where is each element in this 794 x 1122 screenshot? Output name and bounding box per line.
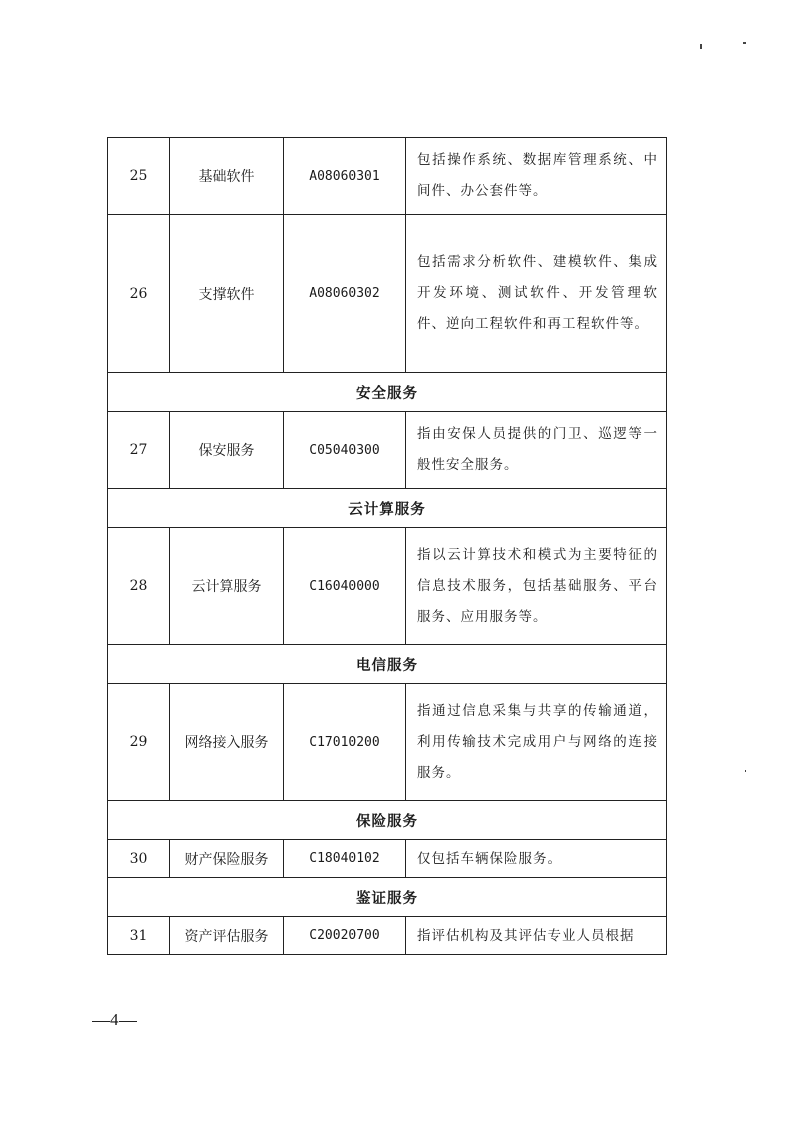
row-number: 29 (108, 684, 170, 801)
item-description: 包括操作系统、数据库管理系统、中间件、办公套件等。 (406, 138, 667, 215)
item-name: 云计算服务 (170, 528, 284, 645)
table-row (108, 684, 667, 801)
table-row (108, 412, 667, 489)
section-header-row (108, 878, 667, 917)
table-row (108, 138, 667, 215)
item-description: 包括需求分析软件、建模软件、集成开发环境、测试软件、开发管理软件、逆向工程软件和再工程软件等。 (406, 215, 667, 373)
item-code: C16040000 (284, 528, 406, 645)
item-name: 基础软件 (170, 138, 284, 215)
item-description: 指评估机构及其评估专业人员根据 (406, 917, 667, 955)
row-number: 25 (108, 138, 170, 215)
item-code: C18040102 (284, 840, 406, 878)
item-code: C17010200 (284, 684, 406, 801)
item-name: 支撑软件 (170, 215, 284, 373)
catalog-table (107, 137, 667, 955)
scan-speck (700, 44, 702, 49)
table-row (108, 840, 667, 878)
item-name: 网络接入服务 (170, 684, 284, 801)
section-header: 电信服务 (108, 645, 667, 684)
table-row (108, 215, 667, 373)
row-number: 26 (108, 215, 170, 373)
section-header-row (108, 645, 667, 684)
item-code: C05040300 (284, 412, 406, 489)
section-header: 保险服务 (108, 801, 667, 840)
item-description: 指通过信息采集与共享的传输通道，利用传输技术完成用户与网络的连接服务。 (406, 684, 667, 801)
item-description: 指由安保人员提供的门卫、巡逻等一般性安全服务。 (406, 412, 667, 489)
table-row (108, 917, 667, 955)
item-description: 指以云计算技术和模式为主要特征的信息技术服务，包括基础服务、平台服务、应用服务等。 (406, 528, 667, 645)
page-number (92, 1010, 137, 1030)
row-number: 28 (108, 528, 170, 645)
scan-speck (743, 42, 746, 44)
item-name: 财产保险服务 (170, 840, 284, 878)
dash-left (92, 1021, 110, 1022)
section-header-row (108, 489, 667, 528)
row-number: 31 (108, 917, 170, 955)
row-number: 30 (108, 840, 170, 878)
item-code: A08060301 (284, 138, 406, 215)
section-header: 鉴证服务 (108, 878, 667, 917)
item-code: C20020700 (284, 917, 406, 955)
table-row (108, 528, 667, 645)
row-number: 27 (108, 412, 170, 489)
dash-right (119, 1021, 137, 1022)
item-description: 仅包括车辆保险服务。 (406, 840, 667, 878)
section-header: 安全服务 (108, 373, 667, 412)
item-name: 保安服务 (170, 412, 284, 489)
section-header-row (108, 801, 667, 840)
section-header: 云计算服务 (108, 489, 667, 528)
item-code: A08060302 (284, 215, 406, 373)
item-name: 资产评估服务 (170, 917, 284, 955)
page-number-value: 4 (110, 1010, 119, 1029)
section-header-row (108, 373, 667, 412)
scan-speck (745, 770, 746, 772)
